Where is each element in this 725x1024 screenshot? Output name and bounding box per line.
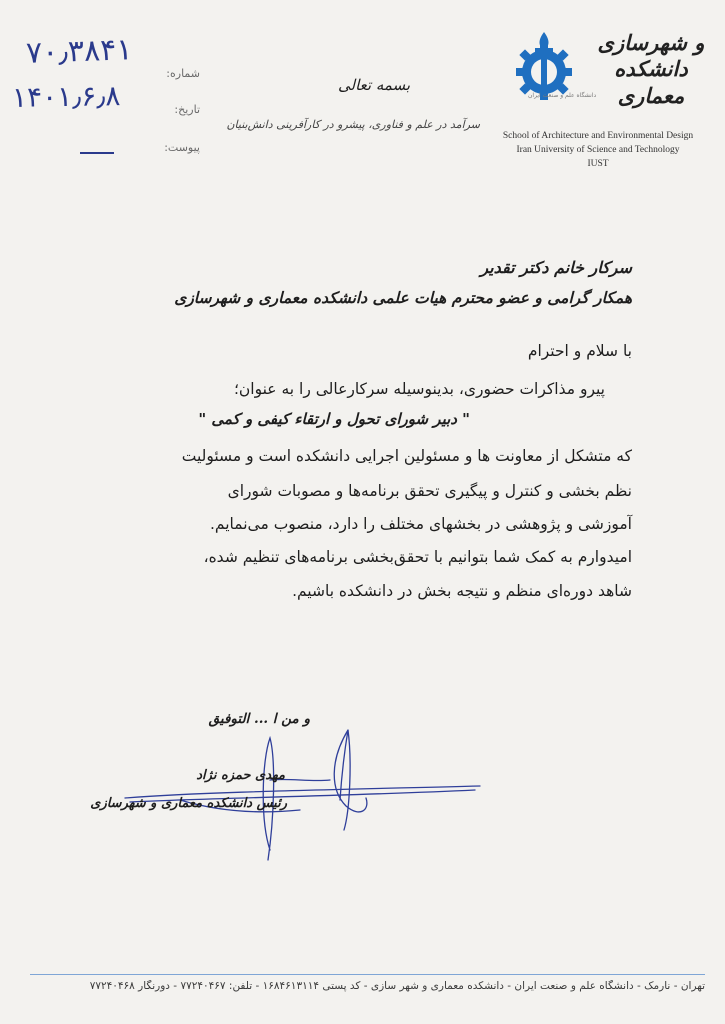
recipient-name: سرکار خانم دکتر تقدیر	[480, 258, 632, 277]
logo-tag: دانشگاه علم و صنعت ایران	[528, 92, 597, 99]
letter-date: ۱۴۰۱٫۶٫۸	[11, 79, 121, 114]
intro-text: پیرو مذاکرات حضوری، بدینوسیله سرکارعالی را به عنوان؛	[233, 380, 605, 398]
logo-title-line2: و شهرسازی	[597, 30, 705, 55]
body-line-1: که متشکل از معاونت ها و مسئولین اجرایی دانشکده است و مسئولیت	[181, 447, 632, 465]
body-line-3: آموزشی و پژوهشی در بخشهای مختلف را دارد، منصوب می‌نمایم.	[210, 515, 632, 533]
letter-number: ۷۰٫۳۸۴۱	[25, 32, 134, 71]
body-line-2: نظم بخشی و کنترل و پیگیری تحقق برنامه‌ها و مصوبات شورای	[227, 482, 632, 500]
body-line-5: شاهد دوره‌ای منظم و نتیجه بخش در دانشکده باشیم.	[292, 582, 632, 600]
bismillah: بسمه تعالی	[338, 76, 411, 94]
recipient-title: همکار گرامی و عضو محترم هیات علمی دانشکده معماری و شهرسازی	[174, 288, 632, 307]
number-label: شماره:	[166, 67, 200, 80]
footer-address: تهران - نارمک - دانشگاه علم و صنعت ایران - دانشکده معماری و شهر سازی - کد پستی ۱۶۸۴۶۱۳۱۱۴ - تلفن: ۷۷۲۴۰۴۶۷ - دورنگار ۷۷۲۴۰۴۶۸	[89, 980, 705, 992]
date-label: تاریخ:	[174, 103, 200, 116]
handwritten-signature	[120, 720, 500, 870]
logo-title-line1: دانشکده معماری	[614, 56, 688, 108]
faculty-logo-title	[596, 30, 706, 109]
english-line3: IUST	[587, 158, 609, 169]
footer-rule	[30, 974, 705, 975]
greeting: با سلام و احترام	[527, 342, 632, 360]
english-letterhead	[488, 130, 708, 171]
attachment-dash	[80, 152, 114, 154]
position-title: " دبیر شورای تحول و ارتقاء کیفی و کمی "	[198, 410, 470, 428]
attachment-label: پیوست:	[164, 141, 200, 154]
closing-phrase: و من ا ... التوفیق	[208, 711, 310, 727]
body-line-4: امیدوارم به کمک شما بتوانیم با تحقق‌بخشی برنامه‌های تنظیم شده،	[203, 548, 632, 566]
english-line1: School of Architecture and Environmental Design	[502, 131, 694, 141]
english-line2: Iran University of Science and Technology	[516, 144, 680, 155]
signatory-title: رئیس دانشکده معماری و شهرسازی	[90, 796, 287, 811]
signatory-name: مهدی حمزه نژاد	[196, 768, 285, 783]
university-motto: سرآمد در علم و فناوری، پیشرو در کارآفرینی دانش‌بنیان	[226, 118, 480, 131]
bleed-through-text	[551, 640, 555, 656]
